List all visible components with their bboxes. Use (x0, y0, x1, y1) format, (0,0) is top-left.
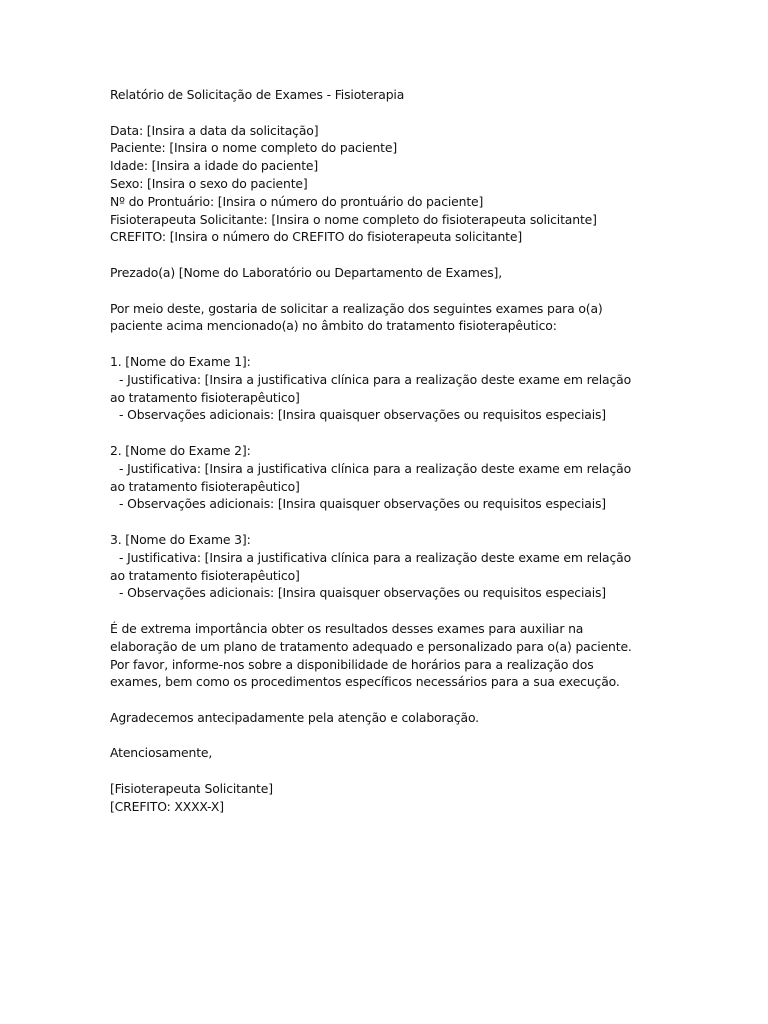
spacer (110, 335, 670, 353)
spacer (110, 282, 670, 300)
exam-1-justification: - Justificativa: [Insira a justificativa clínica para a realização deste exame em relação (119, 371, 632, 387)
spacer (110, 691, 670, 709)
document-title: Relatório de Solicitação de Exames - Fisioterapia (110, 87, 405, 102)
document-body (110, 86, 670, 816)
exam-2-justification-cont: ao tratamento fisioterapêutico] (110, 478, 300, 494)
intro-line: paciente acima mencionado(a) no âmbito do tratamento fisioterapêutico: (110, 318, 557, 334)
field-physiotherapist: Fisioterapeuta Solicitante: [Insira o nome completo do fisioterapeuta solicitante] (110, 211, 597, 227)
spacer (110, 104, 670, 122)
signature-name: [Fisioterapeuta Solicitante] (110, 781, 273, 797)
spacer (110, 246, 670, 264)
exam-3-justification: - Justificativa: [Insira a justificativa clínica para a realização deste exame em relação (119, 549, 632, 565)
exam-2-notes: - Observações adicionais: [Insira quaisquer observações ou requisitos especiais] (119, 496, 606, 512)
spacer (110, 513, 670, 531)
signoff: Atenciosamente, (110, 745, 213, 761)
field-record-number: Nº do Prontuário: [Insira o número do prontuário do paciente] (110, 193, 484, 209)
field-age: Idade: [Insira a idade do paciente] (110, 158, 319, 174)
spacer (110, 727, 670, 745)
exam-2-name: 2. [Nome do Exame 2]: (110, 442, 251, 458)
exam-3-justification-cont: ao tratamento fisioterapêutico] (110, 567, 300, 583)
spacer (110, 424, 670, 442)
exam-1-notes: - Observações adicionais: [Insira quaisquer observações ou requisitos especiais] (119, 407, 606, 423)
intro-line: Por meio deste, gostaria de solicitar a realização dos seguintes exames para o(a) (110, 300, 603, 316)
field-patient: Paciente: [Insira o nome completo do paciente] (110, 140, 398, 156)
spacer (110, 762, 670, 780)
closing-paragraph-line: É de extrema importância obter os resultados desses exames para auxiliar na (110, 620, 584, 636)
exam-3-name: 3. [Nome do Exame 3]: (110, 531, 251, 547)
salutation: Prezado(a) [Nome do Laboratório ou Departamento de Exames], (110, 264, 502, 280)
field-crefito: CREFITO: [Insira o número do CREFITO do fisioterapeuta solicitante] (110, 229, 523, 245)
exam-1-justification-cont: ao tratamento fisioterapêutico] (110, 389, 300, 405)
closing-paragraph-line: elaboração de um plano de tratamento adequado e personalizado para o(a) paciente. (110, 638, 632, 654)
closing-paragraph-line: exames, bem como os procedimentos específicos necessários para a sua execução. (110, 674, 620, 690)
spacer (110, 602, 670, 620)
exam-1-name: 1. [Nome do Exame 1]: (110, 353, 251, 369)
thanks-line: Agradecemos antecipadamente pela atenção e colaboração. (110, 709, 479, 725)
field-sex: Sexo: [Insira o sexo do paciente] (110, 175, 308, 191)
closing-paragraph-line: Por favor, informe-nos sobre a disponibilidade de horários para a realização dos (110, 656, 594, 672)
exam-3-notes: - Observações adicionais: [Insira quaisquer observações ou requisitos especiais] (119, 585, 606, 601)
field-date: Data: [Insira a data da solicitação] (110, 122, 319, 138)
signature-crefito: [CREFITO: XXXX-X] (110, 798, 224, 814)
exam-2-justification: - Justificativa: [Insira a justificativa clínica para a realização deste exame em relação (119, 460, 632, 476)
